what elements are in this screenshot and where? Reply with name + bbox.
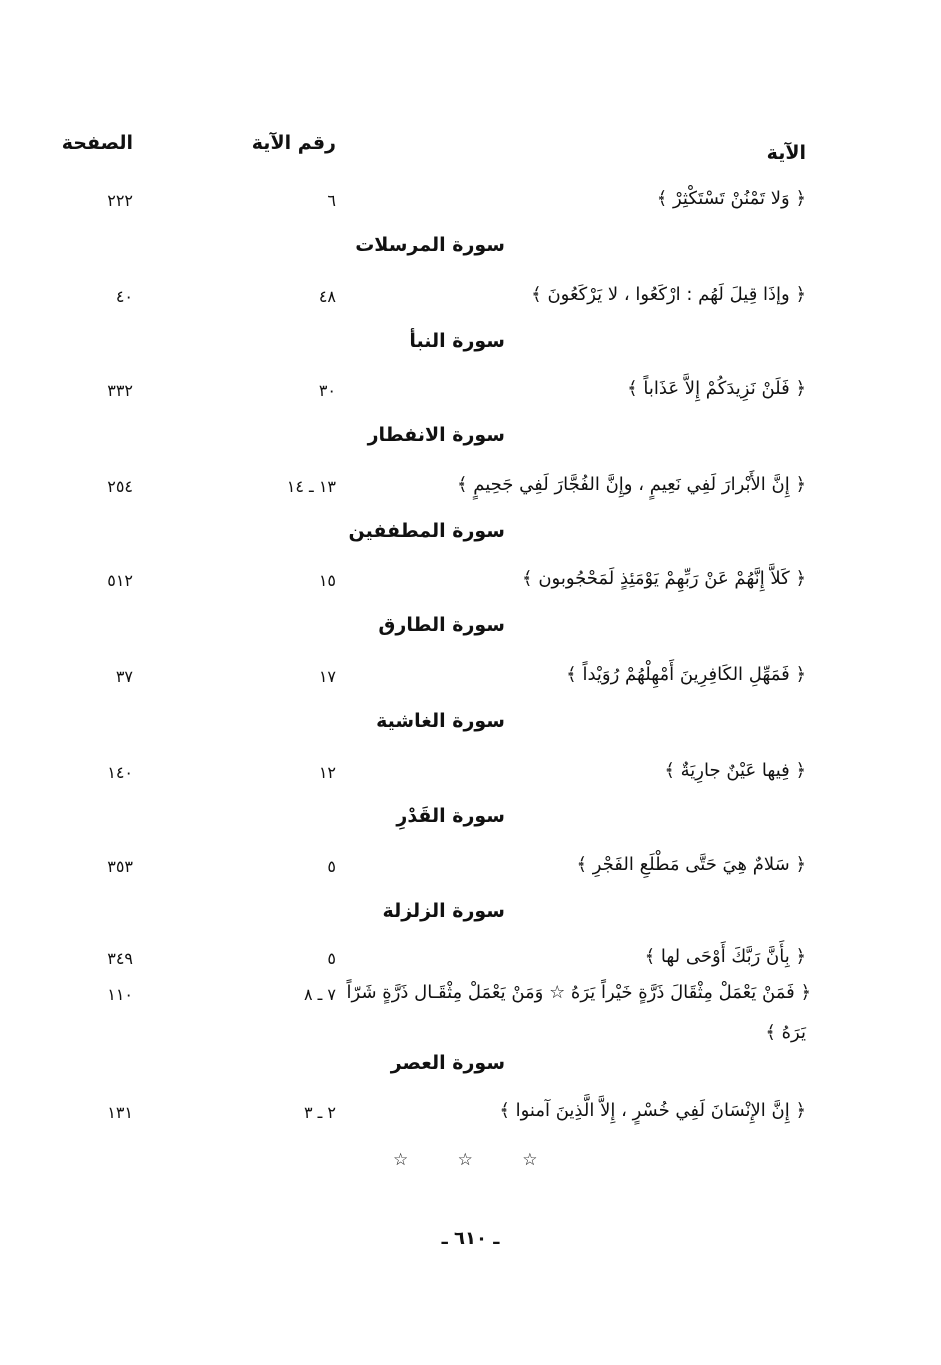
ayah-text: ﴿ إِنَّ الأَبْرارَ لَفِي نَعِيمٍ ، وإِنَّ الفُجَّارَ لَفِي جَحِيمٍ ﴾ bbox=[457, 474, 806, 495]
page-ref: ١٤٠ bbox=[107, 763, 133, 782]
ayah-text: ﴿ فَمَنْ يَعْمَلْ مِثْقَالَ ذَرَّةٍ خَيْراً يَرَهُ ☆ وَمَنْ يَعْمَلْ مِثْقَـال ذَرَّةٍ شَرّاً bbox=[346, 982, 811, 1003]
ayah-number: ٦ bbox=[327, 191, 336, 210]
ayah-text: ﴿ بِأَنَّ رَبَّكَ أَوْحَى لها ﴾ bbox=[644, 946, 806, 967]
ayah-number: ٥ bbox=[327, 857, 336, 876]
ayah-text: ﴿ فَلَنْ نَزِيدَكُمْ إِلاَّ عَذَاباً ﴾ bbox=[627, 378, 806, 399]
ayah-number: ٧ ـ ٨ bbox=[303, 985, 336, 1004]
page-number: ـ ٦١٠ ـ bbox=[441, 1228, 500, 1249]
ayah-number: ٣٠ bbox=[318, 381, 336, 400]
ayah-number: ٤٨ bbox=[318, 287, 336, 306]
ayah-text: ﴿ فَمَهِّلِ الكَافِرِينَ أَمْهِلْهُمْ رُوَيْداً ﴾ bbox=[566, 664, 806, 685]
page-ref: ٢٥٤ bbox=[107, 477, 133, 496]
ayah-number: ٥ bbox=[327, 949, 336, 968]
page-ref: ١٣١ bbox=[107, 1103, 133, 1122]
ayah-number: ١٢ bbox=[318, 763, 336, 782]
page-ref: ٢٢٢ bbox=[107, 191, 133, 210]
ayah-number: ٢ ـ ٣ bbox=[303, 1103, 336, 1122]
ayah-number: ١٥ bbox=[318, 571, 336, 590]
page-ref: ٣٣٢ bbox=[107, 381, 133, 400]
ayah-number: ١٣ ـ ١٤ bbox=[286, 477, 336, 496]
ayah-continuation: يَرَهُ ﴾ bbox=[765, 1022, 806, 1043]
ayah-text: ﴿ فِيها عَيْنٌ جارِيَةٌ ﴾ bbox=[664, 760, 806, 781]
page-ref: ٣٤٩ bbox=[107, 949, 133, 968]
page-ref: ٣٧ bbox=[115, 667, 133, 686]
ayah-number: ١٧ bbox=[318, 667, 336, 686]
header-ayah-number: رقم الآية bbox=[251, 132, 336, 154]
ayah-text: ﴿ كَلاَّ إِنَّهُمْ عَنْ رَبِّهِمْ يَوْمَئِذٍ لَمَحْجُوبون ﴾ bbox=[522, 568, 806, 589]
ayah-text: ﴿ وإذَا قِيلَ لَهُم : ارْكَعُوا ، لا يَرْكَعُونَ ﴾ bbox=[531, 284, 806, 305]
ayah-text: ﴿ سَلامٌ هِيَ حَتَّى مَطْلَعِ الفَجْرِ ﴾ bbox=[576, 854, 806, 875]
ayah-text: ﴿ وَلا تَمْنُنْ تَسْتَكْثِرْ ﴾ bbox=[656, 188, 806, 209]
index-page: الآية رقم الآية الصفحة ﴿ وَلا تَمْنُنْ تَسْتَكْثِرْ ﴾ ٦ ٢٢٢ سورة المرسلات ﴿ وإذَا قِيلَ لَهُم : ارْكَعُوا ، لا يَرْكَعُونَ ﴾ ٤٨ ٤٠ سورة النبأ ﴿ فَلَنْ نَزِيدَكُمْ إِلاَّ عَذَاباً ﴾ ٣٠ ٣٣٢ سورة الانفطار ﴿ إِنَّ الأَبْرارَ لَفِي نَعِيمٍ ، وإِنَّ الفُجَّارَ لَفِي جَحِيمٍ ﴾ ١٣ ـ ١٤ ٢٥٤ سورة المطففين ﴿ كَلاَّ إِنَّهُمْ عَنْ رَبِّهِمْ يَوْمَئِذٍ لَمَحْجُوبون ﴾ ١٥ ٥١٢ سورة الطارق ﴿ فَمَهِّلِ الكَافِرِينَ أَمْهِلْهُمْ رُوَيْداً ﴾ ١٧ ٣٧ سورة الغاشية ﴿ فِيها عَيْنٌ جارِيَةٌ ﴾ ١٢ ١٤٠ سورة القَدْرِ ﴿ سَلامٌ هِيَ حَتَّى مَطْلَعِ الفَجْرِ ﴾ ٥ ٣٥٣ سورة الزلزلة ﴿ بِأَنَّ رَبَّكَ أَوْحَى لها ﴾ ٥ ٣٤٩ ﴿ فَمَنْ يَعْمَلْ مِثْقَالَ ذَرَّةٍ خَيْراً يَرَهُ ☆ وَمَنْ يَعْمَلْ مِثْقَـال ذَرَّةٍ شَرّاً ٧ ـ ٨ ١١٠ يَرَهُ ﴾ سورة العصر ﴿ إِنَّ الإِنْسَانَ لَفِي خُسْرٍ ، إِلاَّ الَّذِينَ آمنوا ﴾ ٢ ـ ٣ ١٣١ ☆ ☆ ☆ ـ ٦١٠ ـ bbox=[0, 0, 941, 1365]
page-ref: ٥١٢ bbox=[107, 571, 133, 590]
section-divider-stars: ☆ ☆ ☆ bbox=[393, 1150, 560, 1170]
page-ref: ٤٠ bbox=[115, 287, 133, 306]
page-ref: ٣٥٣ bbox=[107, 857, 133, 876]
header-ayah: الآية bbox=[766, 142, 806, 164]
ayah-text: ﴿ إِنَّ الإِنْسَانَ لَفِي خُسْرٍ ، إِلاَّ الَّذِينَ آمنوا ﴾ bbox=[499, 1100, 806, 1121]
header-page: الصفحة bbox=[61, 132, 133, 154]
page-ref: ١١٠ bbox=[107, 985, 133, 1004]
